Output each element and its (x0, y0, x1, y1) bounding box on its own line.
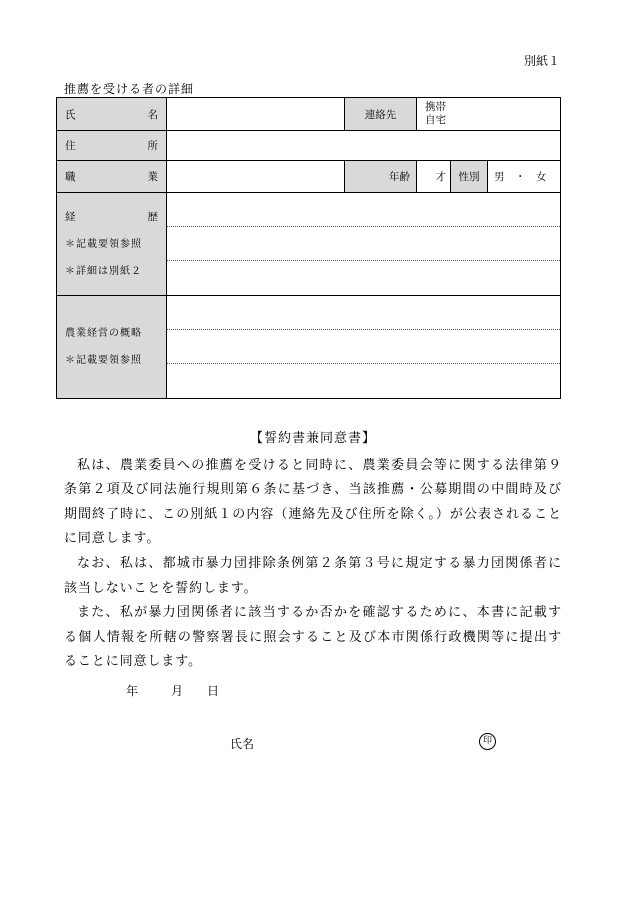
contact-field[interactable] (417, 98, 561, 131)
address-label: 住 所 (57, 131, 167, 161)
career-field[interactable] (167, 193, 561, 296)
agreement-paragraph-disclosure: 私は、農業委員への推薦を受けると同時に、農業委員会等に関する法律第９条第２項及び同法施行規則第６条に基づき、当該推薦・公募期間の中間時及び期間終了時に、この別紙１の内容（連絡先及び住所を除く。）が公表されることに同意します。 (64, 457, 562, 547)
farm-label: 農業経営の概略 (65, 328, 142, 339)
career-line[interactable] (167, 193, 560, 227)
name-row (57, 98, 561, 131)
occupation-label: 職 業 (57, 161, 167, 193)
occupation-field[interactable] (167, 161, 345, 193)
date-line (126, 682, 219, 699)
section-title: 推薦を受ける者の詳細 (64, 82, 195, 96)
date-year: 年 (126, 684, 139, 698)
farm-line[interactable] (167, 364, 560, 398)
career-note-guidelines: ＊記載要領参照 (65, 238, 142, 250)
date-day: 日 (207, 684, 220, 698)
gender-label: 性別 (451, 161, 488, 193)
name-field[interactable] (167, 98, 345, 131)
farm-label-cell (57, 296, 167, 399)
career-line[interactable] (167, 261, 560, 295)
name-label: 氏 名 (57, 98, 167, 131)
age-field[interactable] (417, 161, 451, 193)
date-month: 月 (171, 684, 184, 698)
address-row (57, 131, 561, 161)
farm-line[interactable] (167, 330, 560, 364)
farm-line[interactable] (167, 296, 560, 330)
career-label-cell: 経 歴 ＊記載要領参照 ＊詳細は別紙２ (57, 193, 167, 296)
age-unit: 才 (435, 171, 446, 183)
contact-label: 連絡先 (345, 98, 417, 131)
candidate-details-table (56, 97, 561, 399)
signature-name-label: 氏名 (230, 737, 255, 751)
farm-field[interactable] (167, 296, 561, 399)
address-field[interactable] (167, 131, 561, 161)
gender-field[interactable]: 男 ・ 女 (488, 161, 561, 193)
agreement-title: 【誓約書兼同意書】 (249, 431, 376, 446)
career-note-attachment: ＊詳細は別紙２ (65, 265, 142, 277)
agreement-paragraph-pledge: なお、私は、都城市暴力団排除条例第２条第３号に規定する暴力団関係者に該当しないことを誓約します。 (64, 555, 562, 596)
contact-mobile-label: 携帯 (425, 101, 446, 113)
age-label: 年齢 (345, 161, 417, 193)
agreement-section (64, 427, 562, 675)
career-line[interactable] (167, 227, 560, 261)
page-label: 別紙１ (523, 54, 560, 68)
contact-home-label: 自宅 (425, 114, 446, 126)
occupation-row (57, 161, 561, 193)
farm-row (57, 296, 561, 399)
agreement-paragraph-consent: また、私が暴力団関係者に該当するか否かを確認するために、本書に記載する個人情報を所轄の警察署長に照会すること及び本市関係行政機関等に提出することに同意します。 (64, 605, 562, 670)
farm-note: ＊記載要領参照 (65, 355, 142, 366)
seal-icon: 印 (479, 733, 496, 750)
career-row (57, 193, 561, 296)
